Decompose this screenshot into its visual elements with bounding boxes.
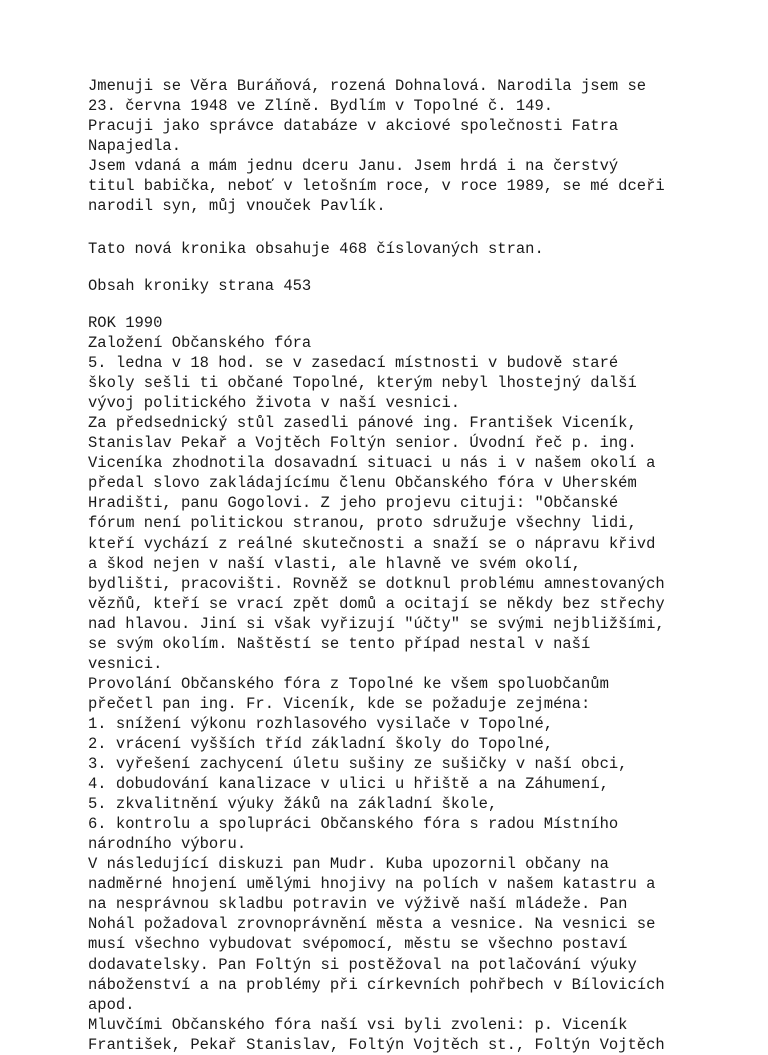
- page-count-note: Tato nová kronika obsahuje 468 číslovaných stran.: [88, 240, 544, 258]
- author-introduction: Jmenuji se Věra Buráňová, rozená Dohnalová. Narodila jsem se 23. června 1948 ve Zlíně. Bydlím v Topolné č. 149. Pracuji jako správce databáze v akciové společnosti Fatra Napajedla. Jsem vdaná a mám jednu dceru Janu. Jsem hrdá i na čerstvý titul babička, neboť v letošním roce, v roce 1989, se mé dceři narodil syn, můj vnouček Pavlík.: [88, 77, 665, 216]
- table-of-contents-note: Obsah kroniky strana 453: [88, 277, 312, 295]
- chronicle-entry-1990: ROK 1990 Založení Občanského fóra 5. ledna v 18 hod. se v zasedací místnosti v budově staré školy sešli ti občané Topolné, kterým nebyl lhostejný další vývoj politického života v naší vesnici. Za předsednický stůl zasedli pánové ing. František Viceník, Stanislav Pekař a Vojtěch Foltýn senior. Úvodní řeč p. ing. Viceníka zhodnotila dosavadní situaci u nás i v našem okolí a předal slovo zakládajícímu členu Občanského fóra v Uherském Hradišti, panu Gogolovi. Z jeho projevu cituji: "Občanské fórum není politickou stranou, proto sdružuje všechny lidi, kteří vychází z reálné skutečnosti a snaží se o nápravu křivd a škod nejen v naší vlasti, ale hlavně ve svém okolí, bydlišti, pracovišti. Rovněž se dotknul problému amnestovaných vězňů, kteří se vrací zpět domů a ocitají se někdy bez střechy nad hlavou. Jiní si však vyřizují "účty" se svými nejbližšími, se svým okolím. Naštěstí se tento případ nestal v naší vesnici. Provolání Občanského fóra z Topolné ke všem spoluobčanům přečetl pan ing. Fr. Viceník, kde se požaduje zejména: 1. snížení výkonu rozhlasového vysilače v Topolné, 2. vrácení vyšších tříd základní školy do Topolné, 3. vyřešení zachycení úletu sušiny ze sušičky v naší obci, 4. dobudování kanalizace v ulici u hřiště a na Záhumení, 5. zkvalitnění výuky žáků na základní škole, 6. kontrolu a spolupráci Občanského fóra s radou Místního národního výboru. V následující diskuzi pan Mudr. Kuba upozornil občany na nadměrné hnojení umělými hnojivy na polích v našem katastru a na nesprávnou skladbu potravin ve výživě naší mládeže. Pan Nohál požadoval zrovnoprávnění města a vesnice. Na vesnici se musí všechno vybudovat svépomocí, městu se všechno postaví dodavatelsky. Pan Foltýn si postěžoval na potlačování výuky náboženství a na problémy při církevních pohřbech v Bílovicích apod. Mluvčími Občanského fóra naší vsi byli zvoleni: p. Viceník František, Pekař Stanislav, Foltýn Vojtěch st., Foltýn Vojtěch: [88, 314, 665, 1054]
